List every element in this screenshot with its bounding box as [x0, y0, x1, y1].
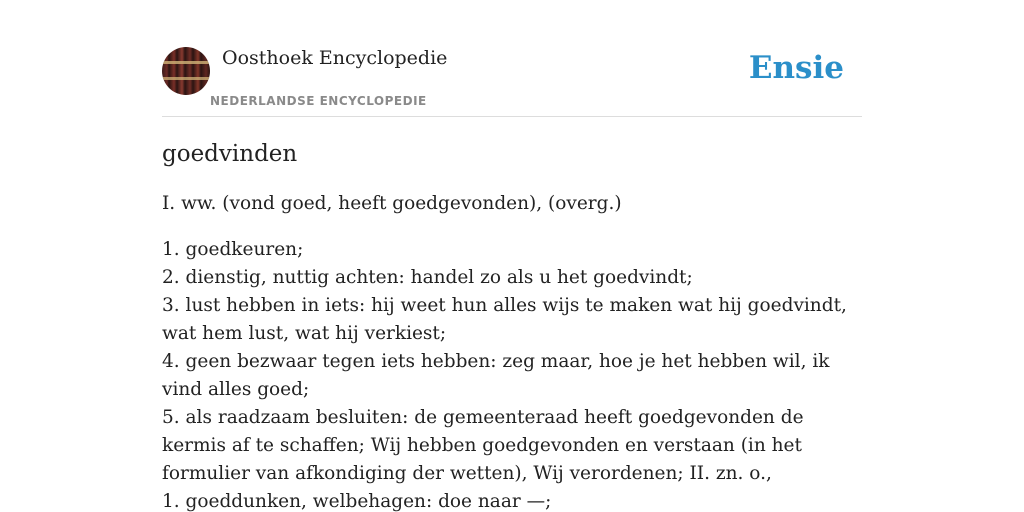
encyclopedia-books-icon[interactable]: [162, 47, 210, 95]
definition-item: 2. dienstig, nuttig achten: handel zo als u het goedvindt;: [162, 267, 693, 288]
entry-intro: I. ww. (vond goed, heeft goedgevonden), (overg.): [162, 193, 622, 214]
definition-item: 4. geen bezwaar tegen iets hebben: zeg maar, hoe je het hebben wil, ik vind alles goed;: [162, 351, 830, 400]
definition-item: 3. lust hebben in iets: hij weet hun alles wijs te maken wat hij goedvindt, wat hem lust, wat hij verkiest;: [162, 295, 847, 344]
definition-item: 1. goeddunken, welbehagen: doe naar —;: [162, 491, 552, 512]
definition-item: 1. goedkeuren;: [162, 239, 304, 260]
site-subtitle: NEDERLANDSE ENCYCLOPEDIE: [210, 94, 427, 108]
definition-item: 5. als raadzaam besluiten: de gemeenteraad heeft goedgevonden de kermis af te schaffen; Wij hebben goedgevonden en verstaan (in het formulier van afkondiging der wetten), Wij verordenen; II. zn. o.,: [162, 407, 804, 484]
entry-title: goedvinden: [162, 141, 298, 167]
brand-logo-link[interactable]: Ensie: [748, 50, 844, 86]
site-title[interactable]: Oosthoek Encyclopedie: [222, 47, 448, 69]
site-header: [162, 0, 862, 117]
entry-content: [162, 138, 862, 512]
definition-list: [162, 236, 862, 512]
